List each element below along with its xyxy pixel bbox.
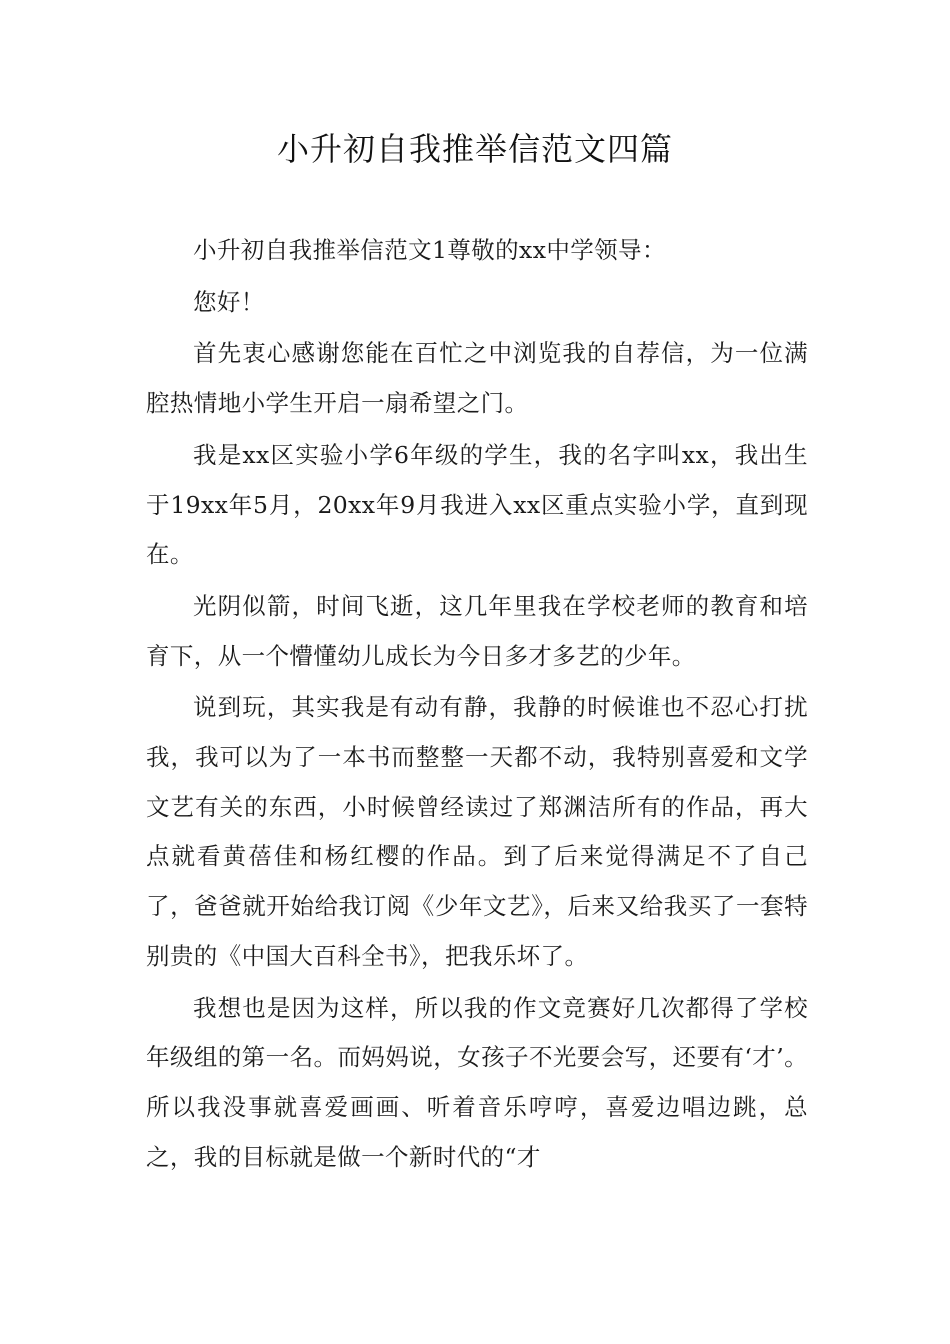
- paragraph-thanks: 首先衷心感谢您能在百忙之中浏览我的自荐信，为一位满腔热情地小学生开启一扇希望之门。: [146, 339, 808, 418]
- document-body: [146, 226, 808, 1184]
- paragraph-achievements: 我想也是因为这样，所以我的作文竞赛好几次都得了学校年级组的第一名。而妈妈说，女孩子不光要会写，还要有‘才’。所以我没事就喜爱画画、听着音乐哼哼，喜爱边唱边跳，总之，我的目标就是做一个新时代的“才: [146, 993, 808, 1171]
- paragraph-greeting-line: 小升初自我推举信范文1尊敬的xx中学领导：: [193, 236, 666, 264]
- paragraph-hobbies: 说到玩，其实我是有动有静，我静的时候谁也不忍心打扰我，我可以为了一本书而整整一天都不动，我特别喜爱和文学文艺有关的东西，小时候曾经读过了郑渊洁所有的作品，再大点就看黄蓓佳和杨红樱的作品。到了后来觉得满足不了自己了，爸爸就开始给我订阅《少年文艺》，后来又给我买了一套特别贵的《中国大百科全书》，把我乐坏了。: [146, 693, 808, 970]
- document-title: 小升初自我推举信范文四篇: [276, 130, 673, 168]
- paragraph-salutation: 您好！: [193, 287, 265, 316]
- paragraph-introduction: 我是xx区实验小学6年级的学生，我的名字叫xx，我出生于19xx年5月，20xx年9月我进入xx区重点实验小学，直到现在。: [146, 440, 808, 569]
- paragraph-growth: 光阴似箭，时间飞逝，这几年里我在学校老师的教育和培育下，从一个懵懂幼儿成长为今日多才多艺的少年。: [146, 591, 808, 670]
